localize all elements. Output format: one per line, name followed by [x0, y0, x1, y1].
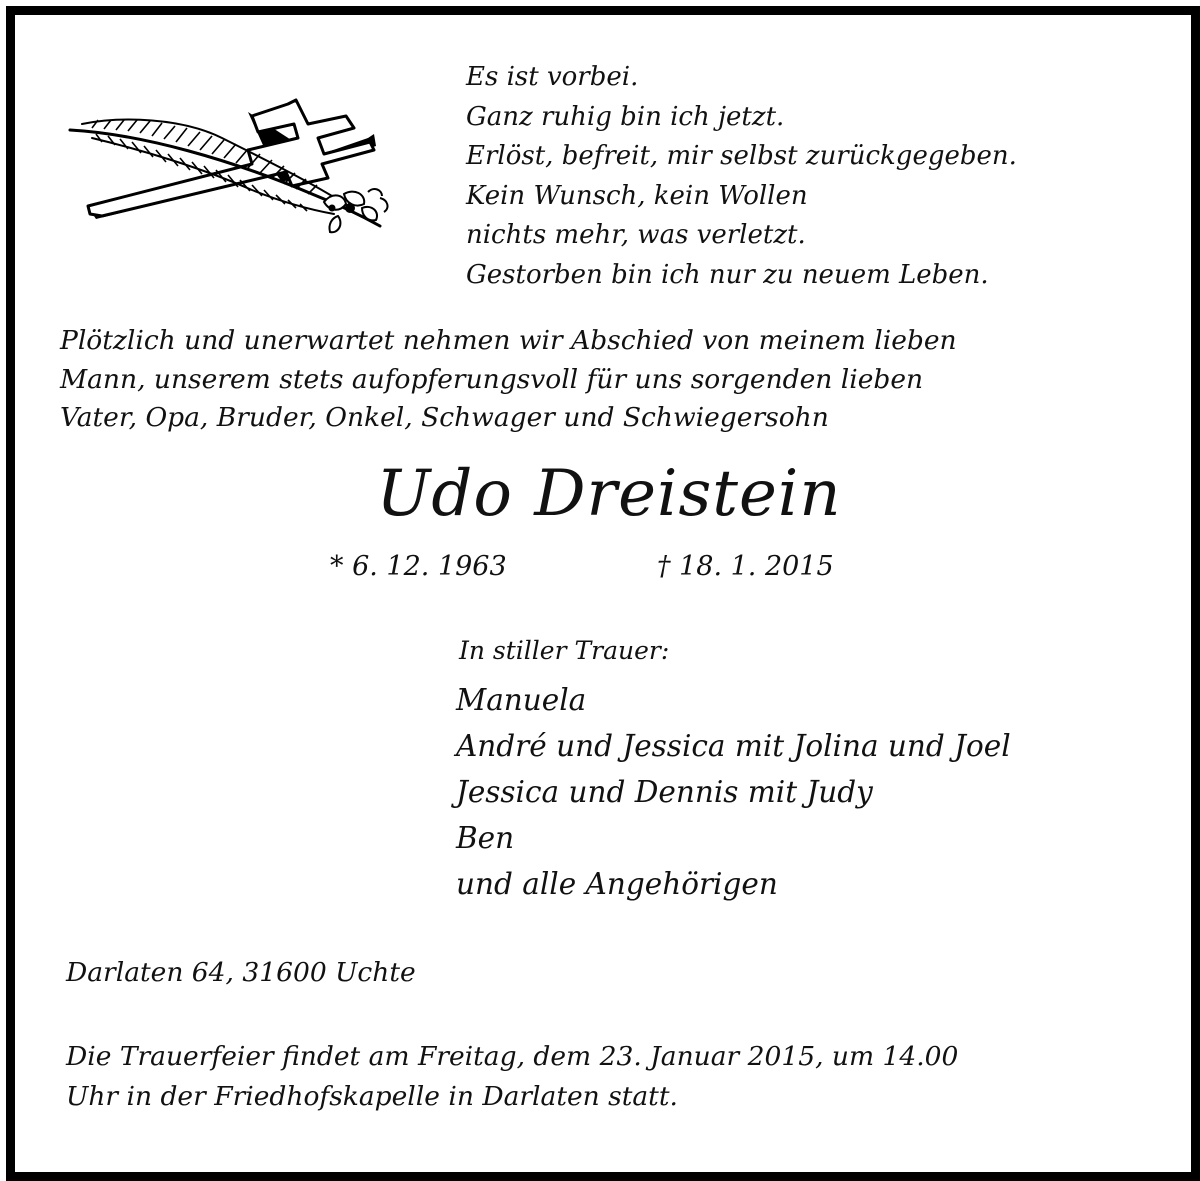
poem-line: Erlöst, befreit, mir selbst zurückgegeben.: [466, 141, 1017, 172]
funeral-line: Die Trauerfeier findet am Freitag, dem 23. Januar 2015, um 14.00: [66, 1041, 959, 1072]
poem-line: Gestorben bin ich nur zu neuem Leben.: [466, 259, 989, 290]
mourner-line: Jessica und Dennis mit Judy: [456, 775, 873, 809]
intro-text: [60, 322, 957, 438]
death-date: † 18. 1. 2015: [657, 551, 834, 582]
intro-line: Vater, Opa, Bruder, Onkel, Schwager und Schwiegersohn: [60, 402, 829, 433]
intro-line: Plötzlich und unerwartet nehmen wir Abschied von meinem lieben: [60, 325, 957, 356]
poem-line: Ganz ruhig bin ich jetzt.: [466, 101, 785, 132]
address: Darlaten 64, 31600 Uchte: [66, 957, 416, 988]
poem-line: Kein Wunsch, kein Wollen: [466, 180, 808, 211]
poem-line: Es ist vorbei.: [466, 62, 639, 92]
mourning-heading: In stiller Trauer:: [459, 636, 670, 665]
mourner-line: André und Jessica mit Jolina und Joel: [456, 729, 1011, 763]
funeral-line: Uhr in der Friedhofskapelle in Darlaten statt.: [66, 1081, 678, 1112]
deceased-name: Udo Dreistein: [376, 457, 842, 531]
poem: [466, 58, 1017, 296]
mourner-line: Manuela: [456, 683, 587, 717]
poem-line: nichts mehr, was verletzt.: [466, 220, 806, 251]
mourner-line: Ben: [456, 821, 515, 855]
intro-line: Mann, unserem stets aufopferungsvoll für uns sorgenden lieben: [60, 363, 924, 395]
birth-date: * 6. 12. 1963: [330, 551, 507, 582]
mourners-list: [456, 677, 1011, 907]
cross-with-palm-icon: [62, 98, 396, 244]
funeral-info: [66, 1037, 958, 1117]
mourner-line: und alle Angehörigen: [456, 867, 778, 901]
